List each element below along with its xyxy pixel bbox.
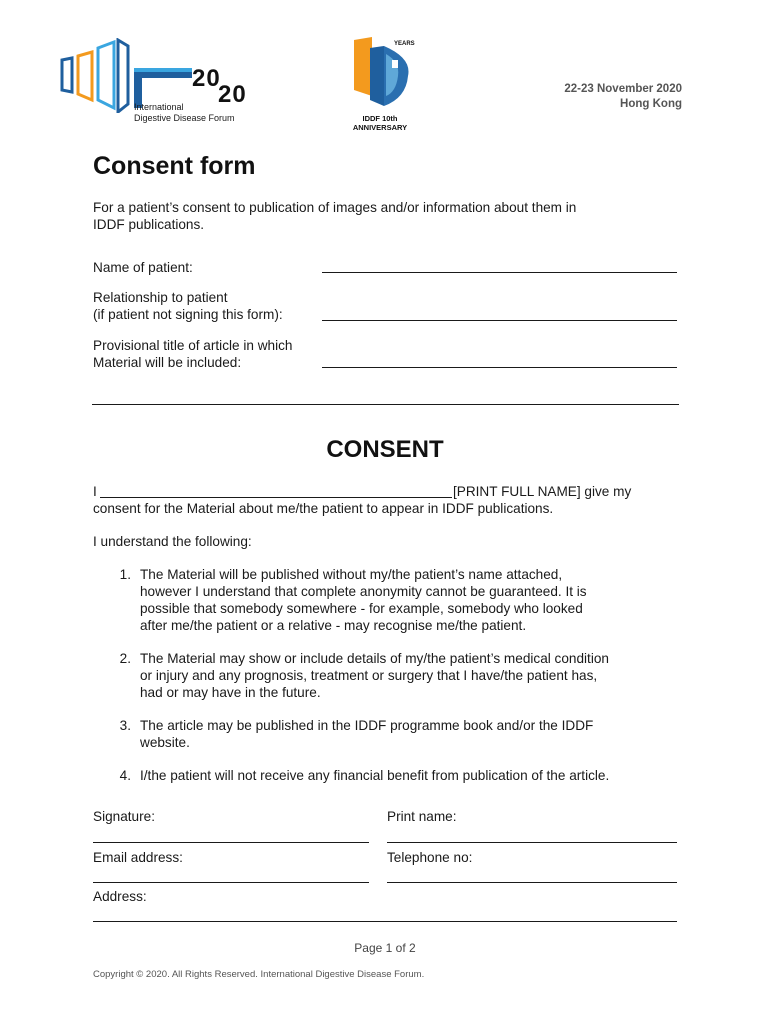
intro-text xyxy=(93,199,576,233)
list-item-number: 3. xyxy=(119,718,131,733)
anniversary-line2: ANNIVERSARY xyxy=(352,123,408,132)
patient-name-label: Name of patient: xyxy=(93,260,193,275)
relationship-field[interactable] xyxy=(322,320,677,321)
consent-line1-prefix: I xyxy=(93,484,97,499)
section-divider xyxy=(92,404,679,405)
article-title-field[interactable] xyxy=(322,367,677,368)
consent-line2: consent for the Material about me/the patient to appear in IDDF publications. xyxy=(93,501,554,516)
list-item-line: possible that somebody somewhere - for example, somebody who looked xyxy=(140,601,583,616)
list-item-line: had or may have in the future. xyxy=(140,685,321,700)
telephone-field[interactable] xyxy=(387,882,677,883)
logo-year-bottom: 20 xyxy=(218,81,247,108)
full-name-field[interactable] xyxy=(100,497,452,498)
consent-heading: CONSENT xyxy=(326,436,444,463)
list-item xyxy=(111,767,711,784)
anniversary-years: YEARS xyxy=(394,41,415,47)
relationship-label xyxy=(93,289,283,323)
event-location: Hong Kong xyxy=(620,98,682,110)
list-item-line: The Material may show or include details of my/the patient’s medical condition xyxy=(140,651,609,666)
address-label: Address: xyxy=(93,889,147,904)
list-item-line: or injury and any prognosis, treatment or surgery that I have/the patient has, xyxy=(140,668,598,683)
list-item-line: however I understand that complete anonymity cannot be guaranteed. It is xyxy=(140,584,587,599)
patient-name-field[interactable] xyxy=(322,272,677,273)
consent-line1-suffix: [PRINT FULL NAME] give my xyxy=(453,484,632,499)
event-date: 22-23 November 2020 xyxy=(564,83,682,95)
list-item xyxy=(111,650,691,701)
signature-field[interactable] xyxy=(93,842,369,843)
list-item-number: 4. xyxy=(119,768,131,783)
article-label-line2: Material will be included: xyxy=(93,355,242,370)
relationship-label-line2: (if patient not signing this form): xyxy=(93,307,283,322)
list-item-line: The Material will be published without my/the patient’s name attached, xyxy=(140,567,563,582)
copyright: Copyright © 2020. All Rights Reserved. International Digestive Disease Forum. xyxy=(93,969,425,980)
address-field[interactable] xyxy=(93,921,677,922)
list-item-line: The article may be published in the IDDF programme book and/or the IDDF xyxy=(140,718,594,733)
logo-text-line2: Digestive Disease Forum xyxy=(134,113,235,123)
list-item-line: website. xyxy=(140,735,190,750)
relationship-label-line1: Relationship to patient xyxy=(93,290,228,305)
email-field[interactable] xyxy=(93,882,369,883)
understand-text: I understand the following: xyxy=(93,534,252,549)
email-label: Email address: xyxy=(93,850,183,865)
article-label-line1: Provisional title of article in which xyxy=(93,338,293,353)
signature-label: Signature: xyxy=(93,809,155,824)
list-item xyxy=(111,566,691,634)
intro-line1: For a patient’s consent to publication of images and/or information about them in xyxy=(93,200,577,215)
page-number: Page 1 of 2 xyxy=(354,941,416,955)
list-item-number: 2. xyxy=(119,651,131,666)
list-item xyxy=(111,717,691,751)
page-title: Consent form xyxy=(93,152,256,180)
article-title-label xyxy=(93,337,292,371)
iddf-logo xyxy=(58,38,258,128)
telephone-label: Telephone no: xyxy=(387,850,473,865)
list-item-number: 1. xyxy=(119,567,131,582)
logo-year-top: 20 xyxy=(192,65,221,92)
logo-text-line1: International xyxy=(134,102,184,112)
event-date-block xyxy=(564,82,682,112)
anniversary-line1: IDDF 10th xyxy=(362,114,398,123)
list-item-line: I/the patient will not receive any financial benefit from publication of the article. xyxy=(140,768,610,783)
list-item-line: after me/the patient or a relative - may recognise me/the patient. xyxy=(140,618,527,633)
intro-line2: IDDF publications. xyxy=(93,217,205,232)
print-name-field[interactable] xyxy=(387,842,677,843)
print-name-label: Print name: xyxy=(387,809,457,824)
anniversary-badge xyxy=(340,36,420,136)
